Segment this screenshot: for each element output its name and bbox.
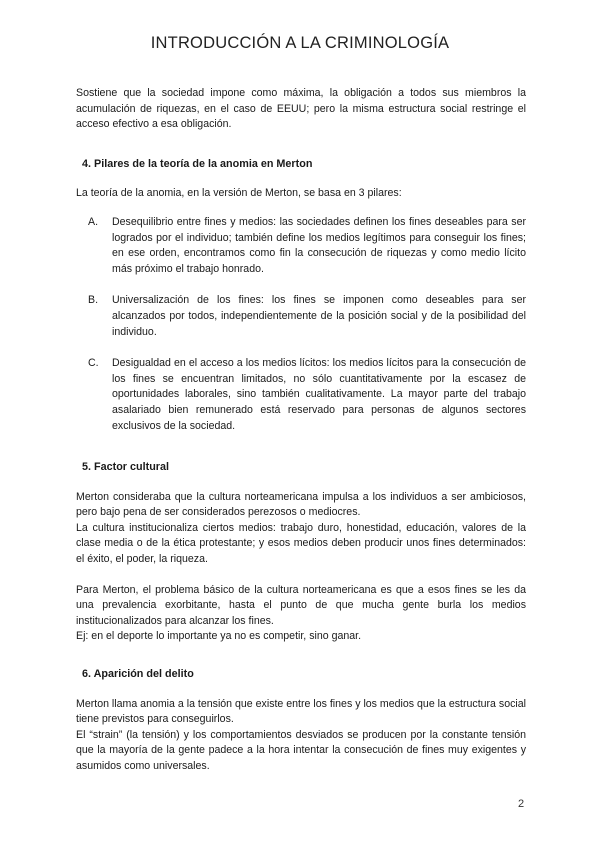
document-body (76, 86, 526, 797)
section-6-heading: 6. Aparición del delito (82, 668, 194, 681)
pillars-list (76, 215, 526, 434)
list-marker: B. (88, 294, 99, 307)
section-5-paragraph: Para Merton, el problema básico de la cultura norteamericana es que a esos fines se les da una prevalencia exorbitante, hasta el punto de que mucha gente burla los medios institucionalizados para alcanzar los fines. (76, 583, 526, 627)
page-number: 2 (518, 798, 525, 810)
list-item (76, 215, 526, 277)
list-item-text: Universalización de los fines: los fines se imponen como deseables para ser alcanzados por todos, independientemente de la posición social y de la posibilidad del individuo. (112, 294, 526, 338)
intro-paragraph: Sostiene que la sociedad impone como máxima, la obligación a todos sus miembros la acumulación de riquezas, en el caso de EEUU; pero la misma estructura social restringe el acceso efectivo a esa obligación. (76, 87, 526, 131)
section-4-lead: La teoría de la anomia, en la versión de Merton, se basa en 3 pilares: (76, 187, 402, 200)
section-5 (76, 460, 526, 645)
list-item-text: Desigualdad en el acceso a los medios lícitos: los medios lícitos para la consecución de los fines se encuentran limitados, no sólo cuantitativamente por la escasez de oportunidades laborales, sino también cualitativamente. La mayor parte del trabajo asalariado bien remunerado está reservado para personas de algunos sectores exclusivos de la sociedad. (112, 357, 526, 432)
list-item-text: Desequilibrio entre fines y medios: las sociedades definen los fines deseables para ser logrados por el individuo; también define los medios legítimos para conseguir los fines; en ese orden, encontramos como fin la consecución de riquezas y como medio lícito más próximo el trabajo honrado. (112, 215, 526, 275)
list-item (76, 356, 526, 434)
list-item (76, 293, 526, 340)
page-title: INTRODUCCIÓN A LA CRIMINOLOGÍA (150, 34, 450, 52)
section-5-example: Ej: en el deporte lo importante ya no es competir, sino ganar. (76, 630, 362, 643)
list-marker: C. (88, 357, 99, 370)
section-6-paragraph: El “strain” (la tensión) y los comportamientos desviados se producen por la constante tensión que la mayoría de la gente padece a la hora intentar la consecución de fines muy exigentes y asumidos como universales. (76, 728, 526, 772)
section-5-paragraph: La cultura institucionaliza ciertos medios: trabajo duro, honestidad, educación, valores de la clase media o de la ética protestante; y esos medios deben producir unos fines determinados: el éxito, el poder, la riqueza. (76, 521, 526, 566)
list-marker: A. (88, 215, 99, 228)
section-6 (76, 667, 526, 775)
section-4-heading: 4. Pilares de la teoría de la anomia en Merton (82, 157, 313, 170)
section-6-paragraph: Merton llama anomia a la tensión que existe entre los fines y los medios que la estructura social tiene previstos para conseguirlos. (76, 697, 526, 726)
section-5-paragraph: Merton consideraba que la cultura norteamericana impulsa a los individuos a ser ambiciosos, pero bajo pena de ser considerados perezosos o mediocres. (76, 490, 526, 519)
section-5-heading: 5. Factor cultural (82, 461, 169, 474)
